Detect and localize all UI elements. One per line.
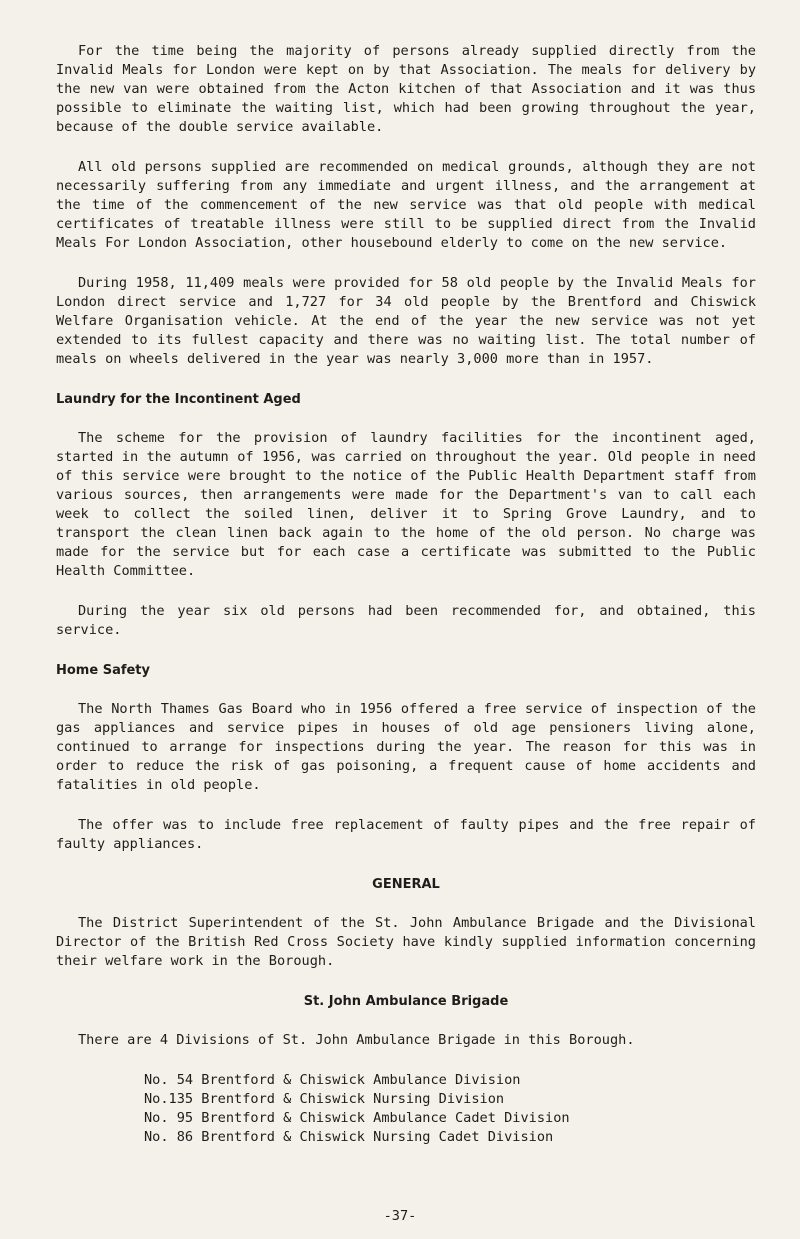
heading-laundry: Laundry for the Incontinent Aged	[56, 392, 301, 407]
paragraph-st-john-intro: There are 4 Divisions of St. John Ambulance Brigade in this Borough.	[78, 1032, 635, 1048]
paragraph-gas-offer: The offer was to include free replacement of faulty pipes and the free repair of faulty appliances.	[56, 817, 756, 852]
paragraph-meals-majority: For the time being the majority of persons already supplied directly from the Invalid Meals for London were kept on by that Association. The meals for delivery by the new van were obtained from the Acton kitchen of that Association and it was thus possible to eliminate the waiting list, which had been growing throughout the year, because of the double service available.	[56, 43, 756, 135]
paragraph-meals-statistics: During 1958, 11,409 meals were provided for 58 old people by the Invalid Meals for London direct service and 1,727 for 34 old people by the Brentford and Chiswick Welfare Organisation vehicle. At the end of the year the new service was not yet extended to its fullest capacity and there was no waiting list. The total number of meals on wheels delivered in the year was nearly 3,000 more than in 1957.	[56, 275, 756, 367]
division-item: No.135 Brentford & Chiswick Nursing Division	[144, 1091, 505, 1107]
paragraph-gas-inspection: The North Thames Gas Board who in 1956 offered a free service of inspection of the gas appliances and service pipes in houses of old age pensioners living alone, continued to arrange for inspections during the year. The reason for this was in order to reduce the risk of gas poisoning, a frequent cause of home accidents and fatalities in old people.	[56, 701, 756, 793]
division-item: No. 54 Brentford & Chiswick Ambulance Division	[144, 1072, 521, 1088]
division-item: No. 86 Brentford & Chiswick Nursing Cadet Division	[144, 1129, 554, 1145]
page-number: -37-	[383, 1208, 417, 1224]
heading-general: GENERAL	[372, 877, 440, 892]
paragraph-meals-recommendation: All old persons supplied are recommended on medical grounds, although they are not necessarily suffering from any immediate and urgent illness, and the arrangement at the time of the commencement of the new service was that old people with medical certificates of treatable illness were still to be supplied direct from the Invalid Meals For London Association, other housebound elderly to come on the new service.	[56, 159, 756, 251]
heading-st-john: St. John Ambulance Brigade	[303, 994, 509, 1009]
paragraph-laundry-count: During the year six old persons had been recommended for, and obtained, this service.	[56, 603, 756, 638]
paragraph-laundry-scheme: The scheme for the provision of laundry facilities for the incontinent aged, started in the autumn of 1956, was carried on throughout the year. Old people in need of this service were brought to the notice of the Public Health Department staff from various sources, then arrangements were made for the Department's van to call each week to collect the soiled linen, deliver it to Spring Grove Laundry, and to transport the clean linen back again to the home of the old person. No charge was made for the service but for each case a certificate was submitted to the Public Health Committee.	[56, 430, 756, 579]
division-item: No. 95 Brentford & Chiswick Ambulance Cadet Division	[144, 1110, 570, 1126]
document-page	[56, 42, 756, 1147]
division-list	[144, 1071, 756, 1147]
paragraph-general-info: The District Superintendent of the St. John Ambulance Brigade and the Divisional Director of the British Red Cross Society have kindly supplied information concerning their welfare work in the Borough.	[56, 915, 756, 969]
heading-home-safety: Home Safety	[56, 663, 150, 678]
